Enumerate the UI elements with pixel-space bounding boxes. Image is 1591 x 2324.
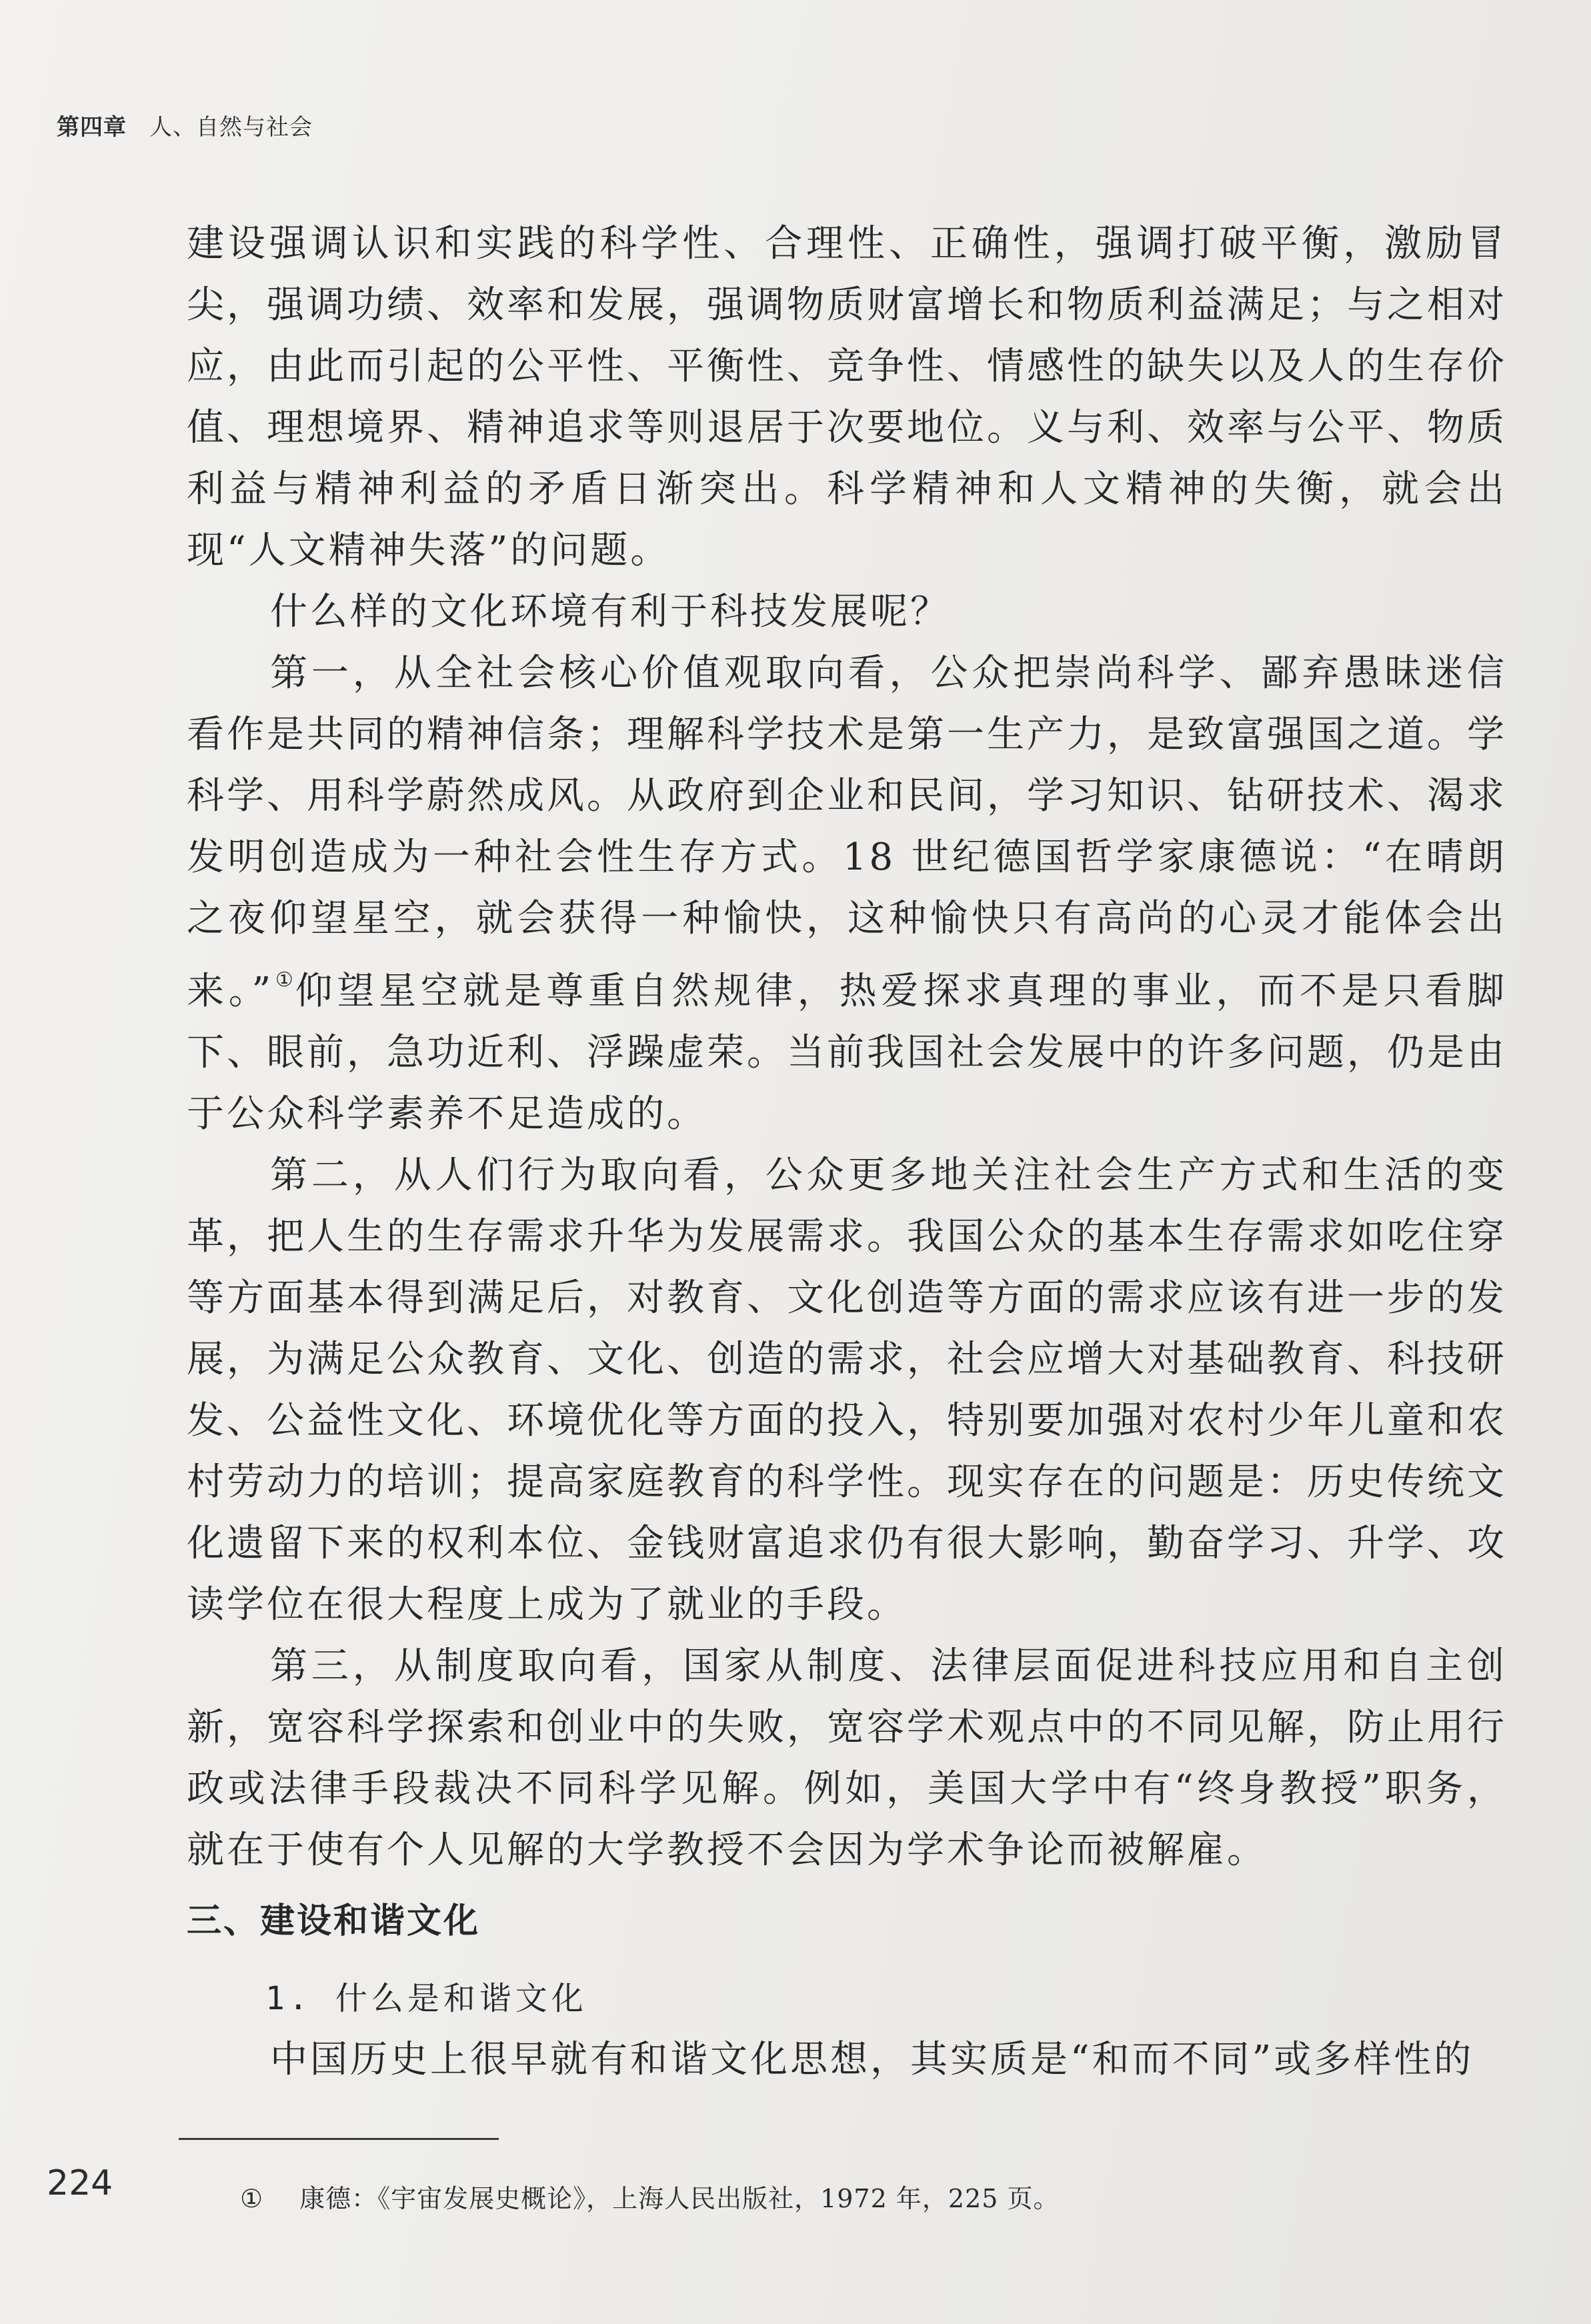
paragraph-question: 什么样的文化环境有利于科技发展呢？ — [270, 590, 950, 634]
running-head — [57, 109, 313, 141]
paragraph-first — [187, 643, 1507, 1145]
footnote — [240, 2178, 1059, 2215]
body-text — [187, 213, 1507, 2091]
chapter-number: 第四章 — [57, 114, 127, 141]
paragraph-first-text-continued: 仰望星空就是尊重自然规律，热爱探求真理的事业，而不是只看脚下、眼前，急功近利、浮躁虚荣。当前我国社会发展中的许多问题，仍是由于公众科学素养不足造成的。 — [187, 970, 1508, 1136]
paragraph-second: 第二，从人们行为取向看，公众更多地关注社会生产方式和生活的变革，把人生的生存需求升华为发展需求。我国公众的基本生存需求如吃住穿等方面基本得到满足后，对教育、文化创造等方面的需求应该有进一步的发展，为满足公众教育、文化、创造的需求，社会应增大对基础教育、科技研发、公益性文化、环境优化等方面的投入，特别要加强对农村少年儿童和农村劳动力的培训；提高家庭教育的科学性。现实存在的问题是：历史传统文化遗留下来的权利本位、金钱财富追求仍有很大影响，勤奋学习、升学、攻读学位在很大程度上成为了就业的手段。 — [187, 1154, 1507, 1626]
section-heading: 三、建设和谐文化 — [187, 1901, 481, 1941]
paragraph-continuation: 建设强调认识和实践的科学性、合理性、正确性，强调打破平衡，激励冒尖，强调功绩、效率和发展，强调物质财富增长和物质利益满足；与之相对应，由此而引起的公平性、平衡性、竞争性、情感性的缺失以及人的生存价值、理想境界、精神追求等则退居于次要地位。义与利、效率与公平、物质利益与精神利益的矛盾日渐突出。科学精神和人文精神的失衡，就会出现“人文精神失落”的问题。 — [187, 222, 1507, 572]
paragraph-first-text: 第一，从全社会核心价值观取向看，公众把崇尚科学、鄙弃愚昧迷信看作是共同的精神信条；理解科学技术是第一生产力，是致富强国之道。学科学、用科学蔚然成风。从政府到企业和民间，学习知识、钻研技术、渴求发明创造成为一种社会性生存方式。18 世纪德国哲学家康德说：“在晴朗之夜仰望星空，就会获得一种愉快，这种愉快只有高尚的心灵才能体会出来。” — [187, 652, 1507, 1013]
subsection-heading: 1. 什么是和谐文化 — [265, 1980, 587, 2017]
page-number: 224 — [47, 2163, 113, 2203]
footnote-divider — [179, 2138, 499, 2140]
footnote-reference: ① — [273, 968, 295, 992]
footnote-text: 康德：《宇宙发展史概论》，上海人民出版社，1972 年，225 页。 — [299, 2184, 1060, 2213]
footnote-marker: ① — [240, 2184, 264, 2213]
chapter-title: 人、自然与社会 — [149, 114, 313, 141]
paragraph-third: 第三，从制度取向看，国家从制度、法律层面促进科技应用和自主创新，宽容科学探索和创业中的失败，宽容学术观点中的不同见解，防止用行政或法律手段裁决不同科学见解。例如，美国大学中有“终身教授”职务，就在于使有个人见解的大学教授不会因为学术争论而被解雇。 — [187, 1644, 1507, 1872]
paragraph-harmonious-culture: 中国历史上很早就有和谐文化思想，其实质是“和而不同”或多样性的 — [270, 2038, 1474, 2081]
